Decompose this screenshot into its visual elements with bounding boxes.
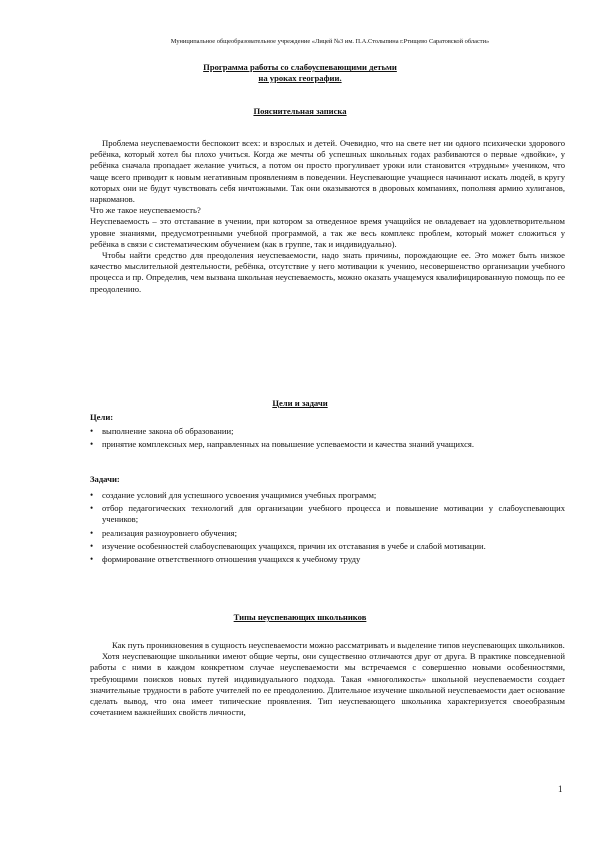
section-heading-goals-tasks: Цели и задачи — [272, 398, 328, 408]
goals-list — [90, 426, 565, 452]
section-heading-student-types: Типы неуспевающих школьников — [233, 612, 367, 622]
list-item: • создание условий для успешного усвоения учащимися учебных программ; — [90, 490, 565, 501]
paragraph: Чтобы найти средство для преодоления неуспеваемости, надо знать причины, порождающие ее. Это может быть низкое качество мыслительной деятельности, ребёнка, отсутствие у него мотивации к учению, несовершенство организации учебного процесса и пр. Определив, чем вызвана школьная неуспеваемость, можно оказать учащемуся квалифицированную помощь по ее преодолению. — [90, 250, 565, 294]
title-line-2: на уроках географии. — [258, 73, 342, 83]
title-line-1: Программа работы со слабоуспевающими детьми — [203, 62, 397, 72]
list-item: • изучение особенностей слабоуспевающих учащихся, причин их отставания в учебе и слабой мотивации. — [90, 541, 565, 552]
list-item: • реализация разноуровнего обучения; — [90, 528, 565, 539]
institution-header: Муниципальное общеобразовательное учреждение «Лицей №3 им. П.А.Столыпина г.Ртищево Саратовской области» — [170, 38, 490, 45]
goals-label: Цели: — [90, 412, 114, 422]
list-item: • отбор педагогических технологий для организации учебного процесса и повышение мотивации у слабоуспевающих учеников; — [90, 503, 565, 525]
list-item: • принятие комплексных мер, направленных на повышение успеваемости и качества знаний учащихся. — [90, 439, 565, 450]
tasks-label: Задачи: — [90, 474, 120, 484]
list-item: • выполнение закона об образовании; — [90, 426, 565, 437]
tasks-list — [90, 490, 565, 567]
intro-text — [90, 138, 565, 295]
paragraph: Неуспеваемость – это отставание в учении, при котором за отведенное время учащийся не овладевает на удовлетворительном уровне знаниями, предусмотренными учебной программой, а так же весь комплекс проблем, который может сложиться у ребёнка в связи с систематическим обучением (как в группе, так и индивидуально). — [90, 216, 565, 249]
types-text — [90, 640, 565, 718]
paragraph: Как путь проникновения в сущность неуспеваемости можно рассматривать и выделение типов неуспевающих школьников. — [112, 640, 565, 650]
document-title — [80, 62, 520, 84]
paragraph: Проблема неуспеваемости беспокоит всех: и взрослых и детей. Очевидно, что на свете нет ни одного психически здорового ребёнка, который хотел бы плохо учиться. Когда же мечты об успешных школьных годах разбиваются о первые «двойки», у ребёнка сначала пропадает желание учиться, а потом он просто прогуливает уроки или становится «трудным» учеником, что чаще всего приводит к новым негативным проявлениям в поведении. Неуспевающие учащиеся начинают искать людей, в кругу которых они не будут чувствовать себя ничтожными. Так они оказываются в дворовых компаниях, пополняя армию хулиганов, наркоманов. — [90, 138, 565, 205]
list-item: • формирование ответственного отношения учащихся к учебному труду — [90, 554, 565, 565]
paragraph: Хотя неуспевающие школьники имеют общие черты, они существенно отличаются друг от друга. В практике повседневной работы с ними в каждом конкретном случае неуспеваемости мы встречаемся с совершенно новыми особенностями, требующими поисков новых путей индивидуального подхода. Такая «многоликость» школьной неуспеваемости создает значительные трудности в работе учителей по ее преодолению. Длительное изучение школьной неуспеваемости дает основание сделать вывод, что она имеет типические проявления. Тип неуспевающего школьника характеризуется своеобразным сочетанием важнейших свойств личности, — [90, 651, 565, 718]
page-number: 1 — [558, 784, 563, 794]
section-heading-explanatory-note: Пояснительная записка — [253, 106, 347, 116]
paragraph: Что же такое неуспеваемость? — [90, 205, 201, 216]
